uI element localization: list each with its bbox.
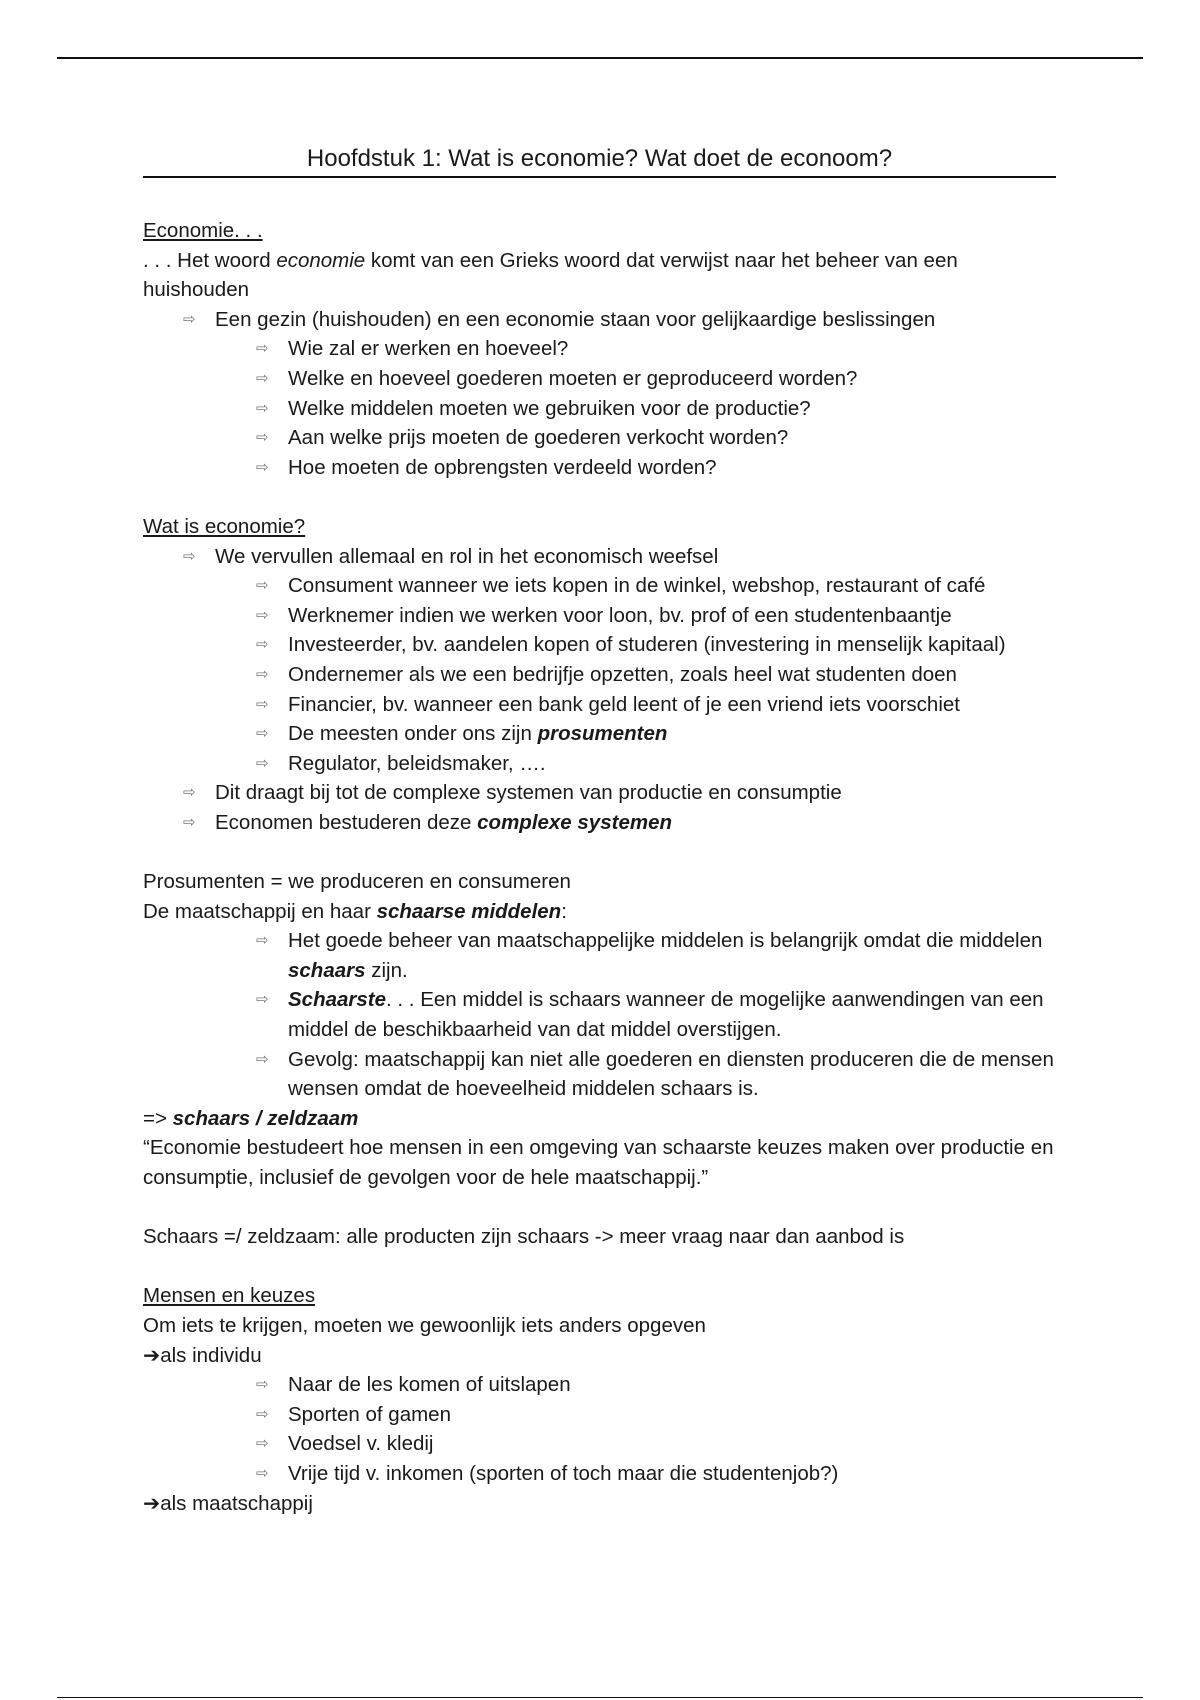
schaars-zeldzaam-line: => schaars / zeldzaam	[143, 1106, 359, 1130]
list-item: ⇨ Schaarste. . . Een middel is schaars wanneer de mogelijke aanwendingen van een middel de beschikbaarheid van dat middel overstijgen.	[256, 985, 1063, 1044]
header-rule	[57, 57, 1143, 59]
right-arrow-icon: ➔	[143, 1491, 161, 1515]
arrow-bullet-icon: ⇨	[256, 665, 269, 683]
list-item: ⇨ Consument wanneer we iets kopen in de winkel, webshop, restaurant of café	[256, 571, 1063, 601]
arrow-bullet-icon: ⇨	[256, 340, 269, 358]
list-item: ⇨ Het goede beheer van maatschappelijke middelen is belangrijk omdat die middelen schaars zijn.	[256, 926, 1063, 985]
list-item: ⇨ Economen bestuderen deze complexe systemen	[183, 808, 1063, 838]
arrow-bullet-icon: ⇨	[256, 1464, 269, 1482]
arrow-bullet-icon: ⇨	[256, 991, 269, 1009]
list-item: ⇨ Ondernemer als we een bedrijfje opzetten, zoals heel wat studenten doen	[256, 660, 1063, 690]
arrow-bullet-icon: ⇨	[183, 547, 196, 565]
arrow-bullet-icon: ⇨	[183, 813, 196, 831]
arrow-bullet-icon: ⇨	[256, 399, 269, 417]
arrow-bullet-icon: ⇨	[256, 577, 269, 595]
right-arrow-icon: ➔	[143, 1343, 161, 1367]
list-item: ⇨ Investeerder, bv. aandelen kopen of studeren (investering in menselijk kapitaal)	[256, 630, 1063, 660]
arrow-bullet-icon: ⇨	[256, 429, 269, 447]
list-item: ⇨ De meesten onder ons zijn prosumenten	[256, 719, 1063, 749]
arrow-bullet-icon: ⇨	[256, 754, 269, 772]
list-item: ⇨ Werknemer indien we werken voor loon, bv. prof of een studentenbaantje	[256, 601, 1063, 631]
list-item: ⇨ Naar de les komen of uitslapen	[256, 1370, 1063, 1400]
economie-quote: “Economie bestudeert hoe mensen in een omgeving van schaarste keuzes maken over productie en consumptie, inclusief de gevolgen voor de hele maatschappij.”	[143, 1136, 1054, 1189]
section-heading-mensen-en-keuzes: Mensen en keuzes	[143, 1284, 316, 1308]
arrow-bullet-icon: ⇨	[183, 784, 196, 802]
arrow-bullet-icon: ⇨	[256, 458, 269, 476]
individu-line: ➔als individu	[143, 1343, 262, 1367]
arrow-bullet-icon: ⇨	[256, 932, 269, 950]
economie-intro: . . . Het woord economie komt van een Grieks woord dat verwijst naar het beheer van een huishouden	[143, 248, 958, 302]
schaars-definition: Schaars =/ zeldzaam: alle producten zijn schaars -> meer vraag naar dan aanbod is	[143, 1225, 905, 1249]
list-item: ⇨ We vervullen allemaal en rol in het economisch weefsel	[183, 542, 1063, 572]
list-item: ⇨ Dit draagt bij tot de complexe systemen van productie en consumptie	[183, 778, 1063, 808]
bullet-list-level2	[143, 571, 1063, 778]
list-item: ⇨ Welke middelen moeten we gebruiken voor de productie?	[256, 394, 1063, 424]
arrow-bullet-icon: ⇨	[256, 1376, 269, 1394]
arrow-bullet-icon: ⇨	[256, 369, 269, 387]
bullet-list-level1	[143, 778, 1063, 837]
section-heading-wat-is-economie: Wat is economie?	[143, 514, 306, 538]
arrow-bullet-icon: ⇨	[183, 310, 196, 328]
list-item: ⇨ Hoe moeten de opbrengsten verdeeld worden?	[256, 453, 1063, 483]
arrow-bullet-icon: ⇨	[256, 1435, 269, 1453]
list-item: ⇨ Wie zal er werken en hoeveel?	[256, 334, 1063, 364]
keuzes-intro: Om iets te krijgen, moeten we gewoonlijk iets anders opgeven	[143, 1313, 706, 1337]
list-item: ⇨ Vrije tijd v. inkomen (sporten of toch maar die studentenjob?)	[256, 1459, 1063, 1489]
arrow-bullet-icon: ⇨	[256, 695, 269, 713]
list-item: ⇨ Aan welke prijs moeten de goederen verkocht worden?	[256, 423, 1063, 453]
page-title: Hoofdstuk 1: Wat is economie? Wat doet de econoom?	[143, 144, 1056, 178]
arrow-bullet-icon: ⇨	[256, 725, 269, 743]
arrow-bullet-icon: ⇨	[256, 606, 269, 624]
bullet-list-level1	[143, 542, 1063, 572]
arrow-bullet-icon: ⇨	[256, 1050, 269, 1068]
bullet-list-level2	[143, 334, 1063, 482]
list-item: ⇨ Voedsel v. kledij	[256, 1429, 1063, 1459]
list-item: ⇨ Regulator, beleidsmaker, ….	[256, 749, 1063, 779]
list-item: ⇨ Welke en hoeveel goederen moeten er geproduceerd worden?	[256, 364, 1063, 394]
list-item: ⇨ Financier, bv. wanneer een bank geld leent of je een vriend iets voorschiet	[256, 690, 1063, 720]
arrow-bullet-icon: ⇨	[256, 1405, 269, 1423]
bullet-list-level2	[143, 1370, 1063, 1488]
prosumenten-definition: Prosumenten = we produceren en consumeren	[143, 870, 571, 894]
list-item: ⇨ Sporten of gamen	[256, 1400, 1063, 1430]
bullet-list-level1	[143, 305, 1063, 335]
list-item: ⇨ Gevolg: maatschappij kan niet alle goederen en diensten produceren die de mensen wensen omdat de hoeveelheid middelen schaars is.	[256, 1045, 1063, 1104]
footer-rule	[57, 1697, 1143, 1698]
section-heading-economie: Economie. . .	[143, 219, 263, 242]
document-body	[143, 216, 1063, 1518]
maatschappij-line: ➔als maatschappij	[143, 1491, 313, 1515]
bullet-list-level2	[143, 926, 1063, 1104]
maatschappij-heading: De maatschappij en haar schaarse middelen:	[143, 899, 567, 923]
list-item: ⇨ Een gezin (huishouden) en een economie staan voor gelijkaardige beslissingen	[183, 305, 1063, 335]
arrow-bullet-icon: ⇨	[256, 636, 269, 654]
